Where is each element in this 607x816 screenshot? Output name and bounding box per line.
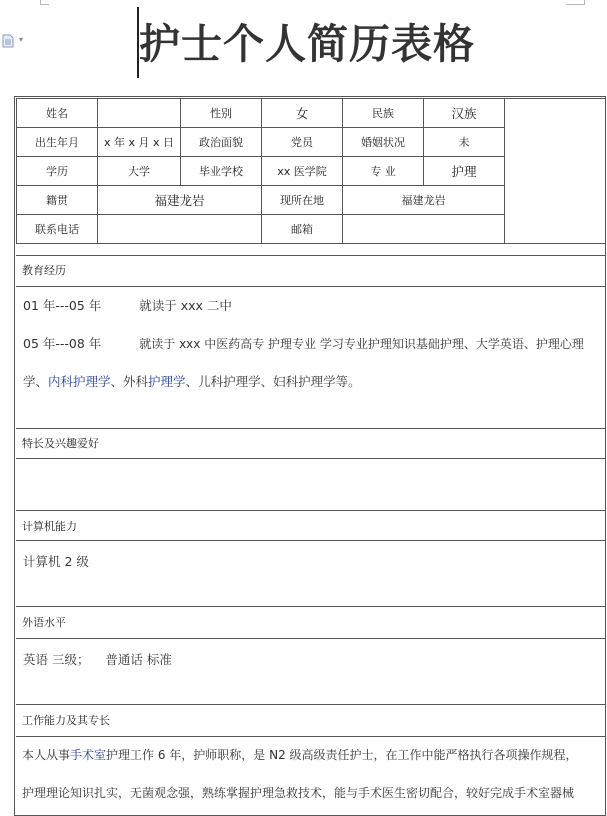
native-place-value[interactable]: 福建龙岩 [98, 186, 262, 215]
hyperlink-internal-medicine-nursing[interactable]: 内科护理学 [48, 374, 111, 389]
language-heading: 外语水平 [16, 606, 605, 638]
hyperlink-nursing[interactable]: 护理学 [148, 374, 186, 389]
computer-body[interactable]: 计算机 2 级 [16, 540, 605, 606]
hyperlink-operating-room[interactable]: 手术室 [70, 748, 107, 762]
education-entry-continued [23, 372, 361, 390]
text-run: 、儿科护理学、妇科护理学等。 [185, 374, 361, 389]
education-label: 学历 [17, 157, 98, 186]
document-icon[interactable] [2, 34, 14, 48]
marital-value[interactable]: 未 [424, 128, 505, 157]
gender-value[interactable]: 女 [262, 99, 343, 128]
education-entry [23, 296, 232, 314]
school-label: 毕业学校 [181, 157, 262, 186]
native-place-label: 籍贯 [17, 186, 98, 215]
education-value[interactable]: 大学 [98, 157, 181, 186]
name-value[interactable] [98, 99, 181, 128]
table-row [17, 99, 606, 128]
education-period: 01 年---05 年 [23, 298, 102, 313]
major-label: 专 业 [343, 157, 424, 186]
work-paragraph-line [22, 746, 578, 763]
text-run: 学、 [23, 374, 49, 389]
photo-cell[interactable] [505, 99, 606, 244]
text-run: 、外科 [110, 374, 149, 389]
computer-heading: 计算机能力 [16, 510, 605, 540]
birth-label: 出生年月 [17, 128, 98, 157]
education-detail: 就读于 xxx 二中 [139, 298, 232, 313]
work-paragraph-line: 护理理论知识扎实，无菌观念强，熟练掌握护理急救技术，能与手术医生密切配合，较好完成手术室器械 [22, 786, 575, 800]
ethnicity-value[interactable]: 汉族 [424, 99, 505, 128]
email-label: 邮箱 [262, 215, 343, 244]
email-value[interactable] [343, 215, 505, 244]
residence-value[interactable]: 福建龙岩 [343, 186, 505, 215]
phone-value[interactable] [98, 215, 262, 244]
text-run: 护理工作 6 年，护师职称，是 N2 级高级责任护士，在工作中能严格执行各项操作规程， [106, 748, 578, 762]
education-heading: 教育经历 [16, 255, 605, 286]
hobbies-body[interactable] [16, 458, 605, 510]
education-entry [23, 334, 584, 352]
education-detail: 就读于 xxx 中医药高专 护理专业 学习专业护理知识基础护理、大学英语、护理心理 [139, 337, 584, 351]
margin-corner-mark [40, 0, 49, 5]
dropdown-caret-icon[interactable]: ▾ [19, 35, 24, 44]
personal-info-table [16, 98, 606, 244]
birth-value[interactable]: x 年 x 月 x 日 [98, 128, 181, 157]
political-value[interactable]: 党员 [262, 128, 343, 157]
residence-label: 现所在地 [262, 186, 343, 215]
language-body[interactable]: 英语 三级； 普通话 标准 [16, 638, 605, 704]
hobbies-heading: 特长及兴趣爱好 [16, 428, 605, 458]
text-run: 本人从事 [22, 748, 71, 762]
gender-label: 性别 [181, 99, 262, 128]
major-value[interactable]: 护理 [424, 157, 505, 186]
name-label: 姓名 [17, 99, 98, 128]
margin-corner-mark [566, 0, 585, 5]
phone-label: 联系电话 [17, 215, 98, 244]
school-value[interactable]: xx 医学院 [262, 157, 343, 186]
political-label: 政治面貌 [181, 128, 262, 157]
education-period: 05 年---08 年 [23, 336, 102, 351]
page-title[interactable]: 护士个人简历表格 [139, 20, 475, 68]
ethnicity-label: 民族 [343, 99, 424, 128]
work-heading: 工作能力及其专长 [16, 704, 605, 736]
marital-label: 婚姻状况 [343, 128, 424, 157]
